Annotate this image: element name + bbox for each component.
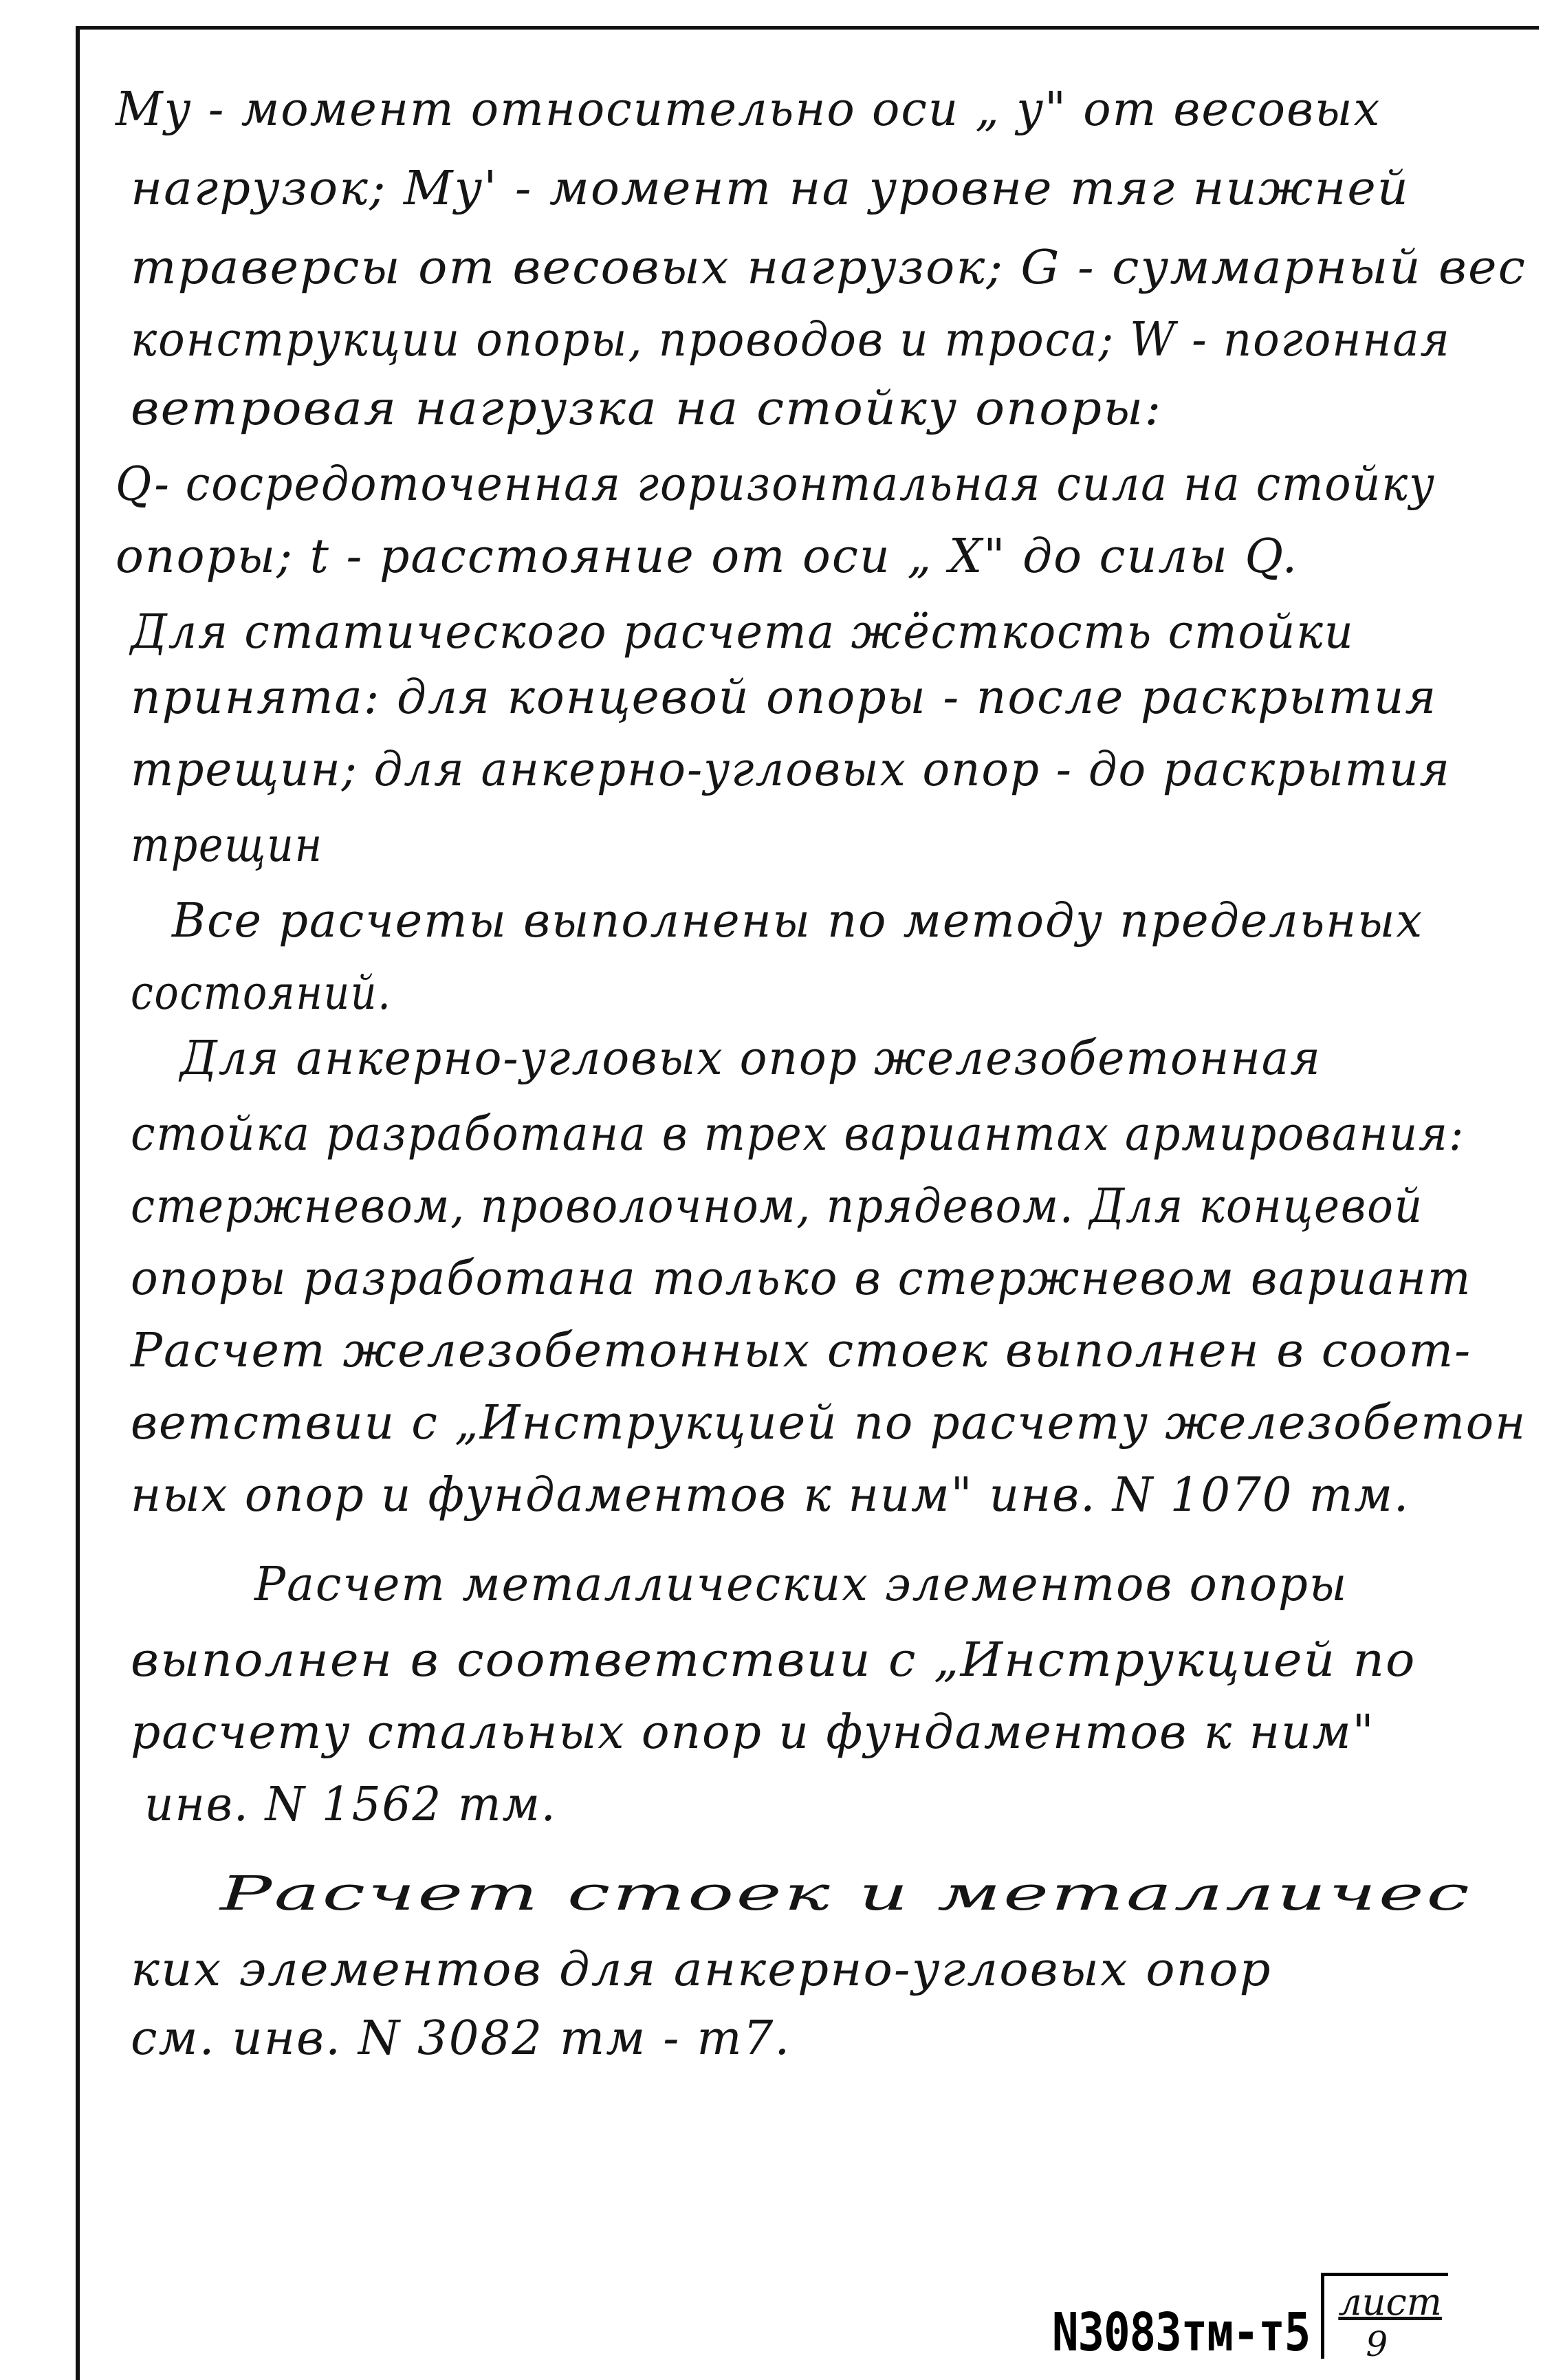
text-line: Все расчеты выполнены по методу предельных <box>172 894 1424 948</box>
text-line: траверсы от весовых нагрузок; G - суммарный вес <box>131 241 1526 295</box>
text-line: состояний. <box>131 966 392 1020</box>
text-line: Для статического расчета жёсткость стойки <box>131 605 1355 659</box>
title-block-stamp <box>1052 2273 1448 2364</box>
text-line: Расчет металлических элементов опоры <box>254 1558 1348 1612</box>
text-line: ветровая нагрузка на стойку опоры: <box>131 382 1163 436</box>
text-line: Расчет железобетонных стоек выполнен в соот- <box>131 1324 1472 1378</box>
sheet-box <box>1321 2273 1448 2364</box>
frame-left-border <box>76 26 80 2380</box>
text-line: стержневом, проволочном, прядевом. Для концевой <box>131 1179 1423 1234</box>
text-line: нагрузок; Mу' - момент на уровне тяг нижней <box>131 162 1410 216</box>
sheet-label: лист <box>1338 2280 1442 2324</box>
text-line: выполнен в соответствии с „Инструкцией по <box>131 1633 1416 1688</box>
text-line: расчету стальных опор и фундаментов к ним" <box>131 1705 1375 1760</box>
text-line: опоры; t - расстояние от оси „ X" до силы Q. <box>116 530 1299 584</box>
text-line: трещин <box>131 818 323 873</box>
text-line: конструкции опоры, проводов и троса; W - погонная <box>131 313 1451 367</box>
text-line: см. инв. N 3082 тм - т7. <box>131 2011 791 2066</box>
frame-top-border <box>77 26 1539 30</box>
text-line: Для анкерно-угловых опор железобетонная <box>180 1031 1322 1086</box>
text-line: ных опор и фундаментов к ним" инв. N 1070 тм. <box>131 1468 1410 1522</box>
text-line: Q- сосредоточенная горизонтальная сила на стойку <box>116 457 1436 512</box>
text-line: трещин; для анкерно-угловых опор - до раскрытия <box>131 743 1451 797</box>
text-line: Расчет стоек и металличес <box>220 1867 1472 1921</box>
sheet-number: 9 <box>1366 2324 1388 2364</box>
text-line: инв. N 1562 тм. <box>144 1778 557 1832</box>
text-line: ких элементов для анкерно-угловых опор <box>131 1943 1272 1997</box>
text-line: стойка разработана в трех вариантах армирования: <box>131 1107 1465 1161</box>
document-code: N3083тм-т5 <box>1052 2302 1311 2364</box>
text-line: опоры разработана только в стержневом вариант <box>131 1252 1472 1306</box>
text-line: ветствии с „Инструкцией по расчету железобетон <box>131 1396 1527 1450</box>
text-line: принята: для концевой опоры - после раскрытия <box>131 670 1438 725</box>
text-line: Mу - момент относительно оси „ у" от весовых <box>116 83 1381 137</box>
